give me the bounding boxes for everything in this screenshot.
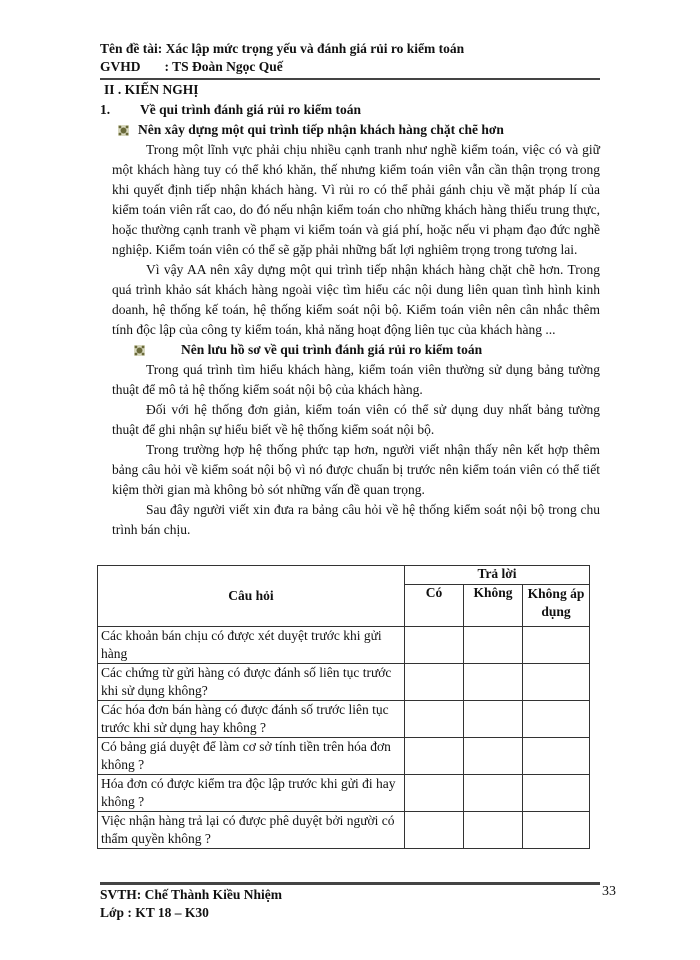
bullet-heading-1 bbox=[118, 120, 600, 140]
question-cell: Hóa đơn có được kiểm tra độc lập trước khi gửi đi hay không ? bbox=[98, 775, 405, 812]
topic-line bbox=[100, 40, 600, 58]
paragraph-5: Trong trường hợp hệ thống phức tạp hơn, người viết nhận thấy nên kết hợp thêm bảng câu hỏi về kiểm soát nội bộ vì nó được chuẩn bị trước nên kiểm toán viên có thể tiết kiệm thời gian mà không bỏ sót những vấn đề quan trọng. bbox=[112, 442, 600, 497]
answer-na-cell[interactable] bbox=[523, 738, 590, 775]
bullet-heading-2-text: Nên lưu hồ sơ về qui trình đánh giá rủi ro kiểm toán bbox=[181, 342, 483, 357]
answer-yes-cell[interactable] bbox=[405, 627, 464, 664]
footer-rule bbox=[100, 882, 600, 885]
table-row bbox=[98, 664, 590, 701]
student-line bbox=[100, 886, 600, 904]
answer-no-cell[interactable] bbox=[464, 701, 523, 738]
answer-yes-cell[interactable] bbox=[405, 812, 464, 849]
table-row bbox=[98, 627, 590, 664]
question-header: Câu hỏi bbox=[98, 566, 405, 627]
subsection-title bbox=[100, 100, 600, 120]
section-title: II . KIẾN NGHỊ bbox=[104, 82, 199, 97]
topic-title: Xác lập mức trọng yếu và đánh giá rủi ro kiểm toán bbox=[165, 41, 465, 56]
bullet-heading-1-text: Nên xây dựng một qui trình tiếp nhận khách hàng chặt chẽ hơn bbox=[138, 122, 504, 137]
student-label: SVTH: bbox=[100, 887, 142, 902]
student-name: Chế Thành Kiều Nhiệm bbox=[144, 887, 283, 902]
table-row bbox=[98, 775, 590, 812]
subsection-text: Về qui trình đánh giá rủi ro kiểm toán bbox=[140, 102, 362, 117]
answer-yes-cell[interactable] bbox=[405, 775, 464, 812]
answer-yes-cell[interactable] bbox=[405, 664, 464, 701]
flower-bullet-icon bbox=[118, 125, 129, 136]
page-footer bbox=[100, 886, 600, 922]
table-row bbox=[98, 812, 590, 849]
answer-na-cell[interactable] bbox=[523, 701, 590, 738]
col-no-header: Không bbox=[464, 585, 523, 627]
topic-label: Tên đề tài: bbox=[100, 41, 163, 56]
table-row bbox=[98, 738, 590, 775]
question-cell: Các khoản bán chịu có được xét duyệt trước khi gửi hàng bbox=[98, 627, 405, 664]
questionnaire-table bbox=[97, 565, 590, 849]
answer-no-cell[interactable] bbox=[464, 812, 523, 849]
subsection-number: 1. bbox=[100, 102, 111, 117]
advisor-label: GVHD bbox=[100, 59, 141, 74]
page-header bbox=[100, 40, 600, 76]
col-na-header: Không áp dụng bbox=[523, 585, 590, 627]
paragraph-4: Đối với hệ thống đơn giản, kiểm toán viên có thể sử dụng duy nhất bảng tường thuật để ghi nhận sự hiểu biết về hệ thống kiểm soát nội bộ. bbox=[112, 402, 600, 437]
answer-no-cell[interactable] bbox=[464, 775, 523, 812]
question-cell: Các hóa đơn bán hàng có được đánh số trước liên tục trước khi sử dụng hay không ? bbox=[98, 701, 405, 738]
answer-yes-cell[interactable] bbox=[405, 701, 464, 738]
answer-na-cell[interactable] bbox=[523, 627, 590, 664]
answer-no-cell[interactable] bbox=[464, 738, 523, 775]
flower-bullet-icon bbox=[134, 345, 145, 356]
class-name: : KT 18 – K30 bbox=[127, 905, 209, 920]
answer-no-cell[interactable] bbox=[464, 627, 523, 664]
bullet-heading-2 bbox=[134, 340, 600, 360]
advisor-name: : TS Đoàn Ngọc Quế bbox=[164, 59, 283, 74]
table-row bbox=[98, 701, 590, 738]
answer-header: Trả lời bbox=[405, 566, 590, 585]
page-number: 33 bbox=[602, 884, 616, 899]
answer-yes-cell[interactable] bbox=[405, 738, 464, 775]
answer-na-cell[interactable] bbox=[523, 812, 590, 849]
answer-na-cell[interactable] bbox=[523, 775, 590, 812]
question-cell: Việc nhận hàng trả lại có được phê duyệt bởi người có thẩm quyền không ? bbox=[98, 812, 405, 849]
main-content bbox=[100, 80, 600, 540]
paragraph-6: Sau đây người viết xin đưa ra bảng câu hỏi về hệ thống kiểm soát nội bộ trong chu trình bán chịu. bbox=[112, 502, 600, 537]
class-line bbox=[100, 904, 600, 922]
paragraph-1: Trong một lĩnh vực phải chịu nhiều cạnh tranh như nghề kiểm toán, việc có và giữ một khách hàng tuy có thể khó khăn, thế nhưng kiểm toán viên vẫn cần thận trọng trong khi quyết định tiếp nhận khách hàng. Vì rủi ro có thể phải gánh chịu về mặt pháp lí của kiểm toán viên rất cao, do đó nếu nhận kiểm toán cho những khách hàng thiếu trung thực, hoặc thường cạnh tranh về phạm vi kiểm toán và giá phí, hoặc nếu vi phạm đạo đức nghề nghiệp. Kiểm toán viên có thể sẽ gặp phải những bất lợi nghiêm trọng trong tương lai. bbox=[112, 142, 600, 257]
paragraph-3: Trong quá trình tìm hiểu khách hàng, kiểm toán viên thường sử dụng bảng tường thuật để mô tả hệ thống kiểm soát nội bộ của khách hàng. bbox=[112, 362, 600, 397]
answer-no-cell[interactable] bbox=[464, 664, 523, 701]
question-cell: Các chứng từ gửi hàng có được đánh số liên tục trước khi sử dụng không? bbox=[98, 664, 405, 701]
col-yes-header: Có bbox=[405, 585, 464, 627]
advisor-line bbox=[100, 58, 600, 76]
class-label: Lớp bbox=[100, 905, 124, 920]
question-cell: Có bảng giá duyệt để làm cơ sở tính tiền trên hóa đơn không ? bbox=[98, 738, 405, 775]
table-header-row bbox=[98, 566, 590, 585]
answer-na-cell[interactable] bbox=[523, 664, 590, 701]
paragraph-2: Vì vậy AA nên xây dựng một qui trình tiếp nhận khách hàng chặt chẽ hơn. Trong quá trình khảo sát khách hàng ngoài việc tìm hiểu các nội dung liên quan tình hình kinh doanh, hệ thống kế toán, hệ thống kiểm soát nội bộ. Kiểm toán viên nên cân nhắc thêm tính độc lập của công ty kiểm toán, khả năng hoạt động liên tục của khách hàng ... bbox=[112, 262, 600, 337]
